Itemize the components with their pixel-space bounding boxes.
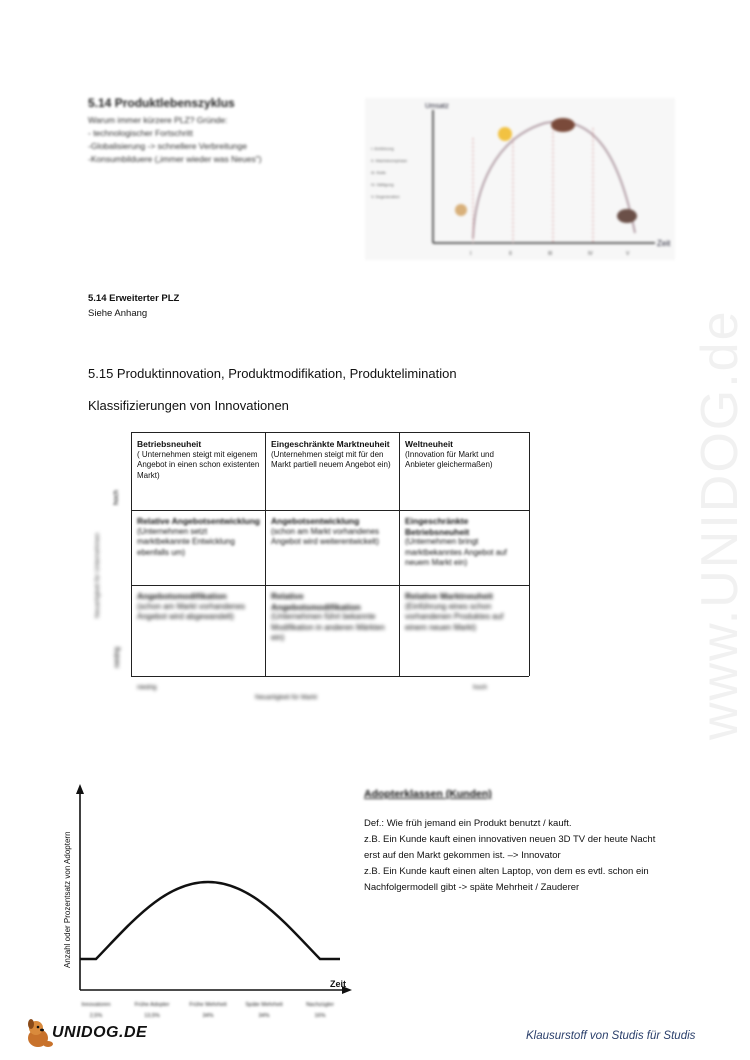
matrix-cell — [400, 512, 529, 584]
matrix-cell-text: (Unternehmen setzt marktbekannte Entwicklung ebenfalls um) — [137, 526, 235, 557]
adopter-chart — [58, 778, 358, 1028]
plc-line: - technologischer Fortschritt — [88, 128, 193, 138]
cow-icon — [551, 118, 575, 132]
adopter-category: Frühe Adopter — [134, 1002, 170, 1008]
plc-ylabel: Umsatz — [425, 103, 449, 110]
section-514-sub: Siehe Anhang — [88, 308, 148, 319]
plc-tick: I — [470, 251, 472, 257]
watermark: www.UNIDOG.de — [691, 309, 749, 740]
matrix-cell-text: (Einführung eines schon vorhandenen Produktes auf einem neuen Markt) — [405, 601, 504, 632]
plc-legend-item: IV. Sättigung — [371, 182, 394, 187]
innovation-matrix — [95, 432, 531, 714]
matrix-cell-title: Relative Angebotsentwicklung — [137, 516, 260, 526]
matrix-cell — [266, 587, 399, 675]
adopter-title: Adopterklassen (Kunden) — [364, 788, 492, 800]
plc-tick: II — [509, 251, 512, 257]
adopter-pct: 2,5% — [89, 1013, 103, 1019]
adopter-category: Frühe Mehrheit — [189, 1002, 227, 1008]
plc-title: 5.14 Produktlebenszyklus — [88, 96, 235, 110]
adopter-xlabel: Zeit — [330, 979, 347, 989]
matrix-cell — [400, 435, 529, 510]
section-515-title: 5.15 Produktinnovation, Produktmodifikation, Produktelimination — [88, 366, 457, 381]
plc-chart — [365, 98, 675, 260]
matrix-cell-text: (Unternehmen bringt marktbekanntes Angebot auf neuem Markt ein) — [405, 537, 507, 567]
plc-xlabel: Zeit — [657, 239, 671, 248]
matrix-cell — [266, 512, 399, 584]
sun-icon — [498, 127, 512, 141]
matrix-cell-title: Angebotsmodifikation — [137, 591, 227, 601]
plc-legend-item: III. Reife — [371, 170, 386, 175]
plc-lines — [88, 114, 262, 166]
adopter-pct: 34% — [258, 1013, 270, 1019]
matrix-x-low: niedrig — [137, 684, 157, 691]
matrix-y-axis-label: Neuartigkeit für Unternehmen — [94, 532, 102, 619]
matrix-cell-title: Eingeschränkte Marktneuheit — [271, 439, 390, 449]
adopter-line: z.B. Ein Kunde kauft einen innovativen neuen 3D TV der heute Nacht — [364, 834, 656, 845]
matrix-y-low: niedrig — [114, 646, 122, 669]
adopter-category: Nachzügler — [306, 1002, 334, 1008]
plc-tick: V — [626, 251, 630, 257]
plc-line: Warum immer kürzere PLZ? Gründe: — [88, 115, 228, 125]
plc-legend-item: I. Einführung — [371, 146, 394, 151]
section-514-title: 5.14 Erweiterter PLZ — [88, 293, 180, 304]
adopter-line: Nachfolgermodell gibt -> späte Mehrheit / Zauderer — [364, 882, 580, 893]
matrix-cell-title: Betriebsneuheit — [137, 439, 202, 449]
plc-legend-item: II. Wachstumsphase — [371, 158, 408, 163]
matrix-cell-title: Angebotsentwicklung — [271, 516, 360, 526]
matrix-x-high: hoch — [473, 684, 488, 691]
adopter-pct: 13,5% — [144, 1013, 160, 1019]
plc-tick: III — [548, 251, 553, 257]
matrix-cell — [132, 587, 265, 675]
adopter-curve — [80, 882, 340, 959]
adopter-line: z.B. Ein Kunde kauft einen alten Laptop, von dem es evtl. schon ein — [364, 866, 649, 877]
plc-line: -Konsumbilduere („immer wieder was Neues") — [88, 154, 262, 164]
matrix-cell — [132, 435, 265, 510]
matrix-cell-text: ( Unternehmen steigt mit eigenem Angebot in einen schon existenten Markt) — [137, 449, 260, 480]
logo-text[interactable]: UNIDOG.DE — [52, 1024, 148, 1041]
matrix-y-high: hoch — [113, 489, 121, 506]
adopter-pct: 16% — [314, 1013, 326, 1019]
footer-tagline: Klausurstoff von Studis für Studis — [526, 1030, 696, 1042]
adopter-line: erst auf den Markt gekommen ist. –> Innovator — [364, 850, 561, 861]
matrix-cell-text: (Innovation für Markt und Anbieter gleichermaßen) — [405, 449, 494, 469]
turtle-icon — [617, 209, 637, 223]
matrix-cell-title: Relative Angebotsmodifikation — [271, 591, 361, 612]
child-icon — [455, 204, 467, 216]
matrix-cell-title: Eingeschränkte Betriebsneuheit — [405, 516, 470, 537]
plc-tick: IV — [588, 251, 593, 257]
plc-line: -Globalisierung -> schnellere Verbreitunge — [88, 141, 247, 151]
matrix-cell-text: (schon am Markt vorhandenes Angebot wird abgewandelt) — [137, 601, 246, 621]
adopter-category: Späte Mehrheit — [245, 1002, 283, 1008]
adopter-ylabel: Anzahl oder Prozentsatz von Adoptern — [63, 831, 72, 968]
adopter-pct: 34% — [202, 1013, 214, 1019]
matrix-cell — [132, 512, 265, 584]
adopter-line: Def.: Wie früh jemand ein Produkt benutzt / kauft. — [364, 818, 572, 829]
matrix-x-axis-label: Neuartigkeit für Markt — [255, 694, 318, 701]
matrix-cell-title: Weltneuheit — [405, 439, 454, 449]
matrix-cell — [266, 435, 399, 510]
matrix-cell-text: (Unternehmen steigt mit für den Markt partiell neuem Angebot ein) — [271, 449, 391, 469]
matrix-cell-title: Relative Marktneuheit — [405, 591, 493, 601]
adopter-text — [364, 816, 694, 896]
klassifizierung-heading: Klassifizierungen von Innovationen — [88, 398, 289, 413]
matrix-cell-text: (schon am Markt vorhandenes Angebot wird weiterentwickelt) — [271, 526, 380, 546]
plc-legend-item: V. Degeneration — [371, 194, 400, 199]
matrix-cell-text: (Unternehmen führt bekannte Modifikation in anderen Märkten ein) — [271, 612, 385, 642]
matrix-cell — [400, 587, 529, 675]
adopter-category: Innovatoren — [81, 1002, 111, 1008]
